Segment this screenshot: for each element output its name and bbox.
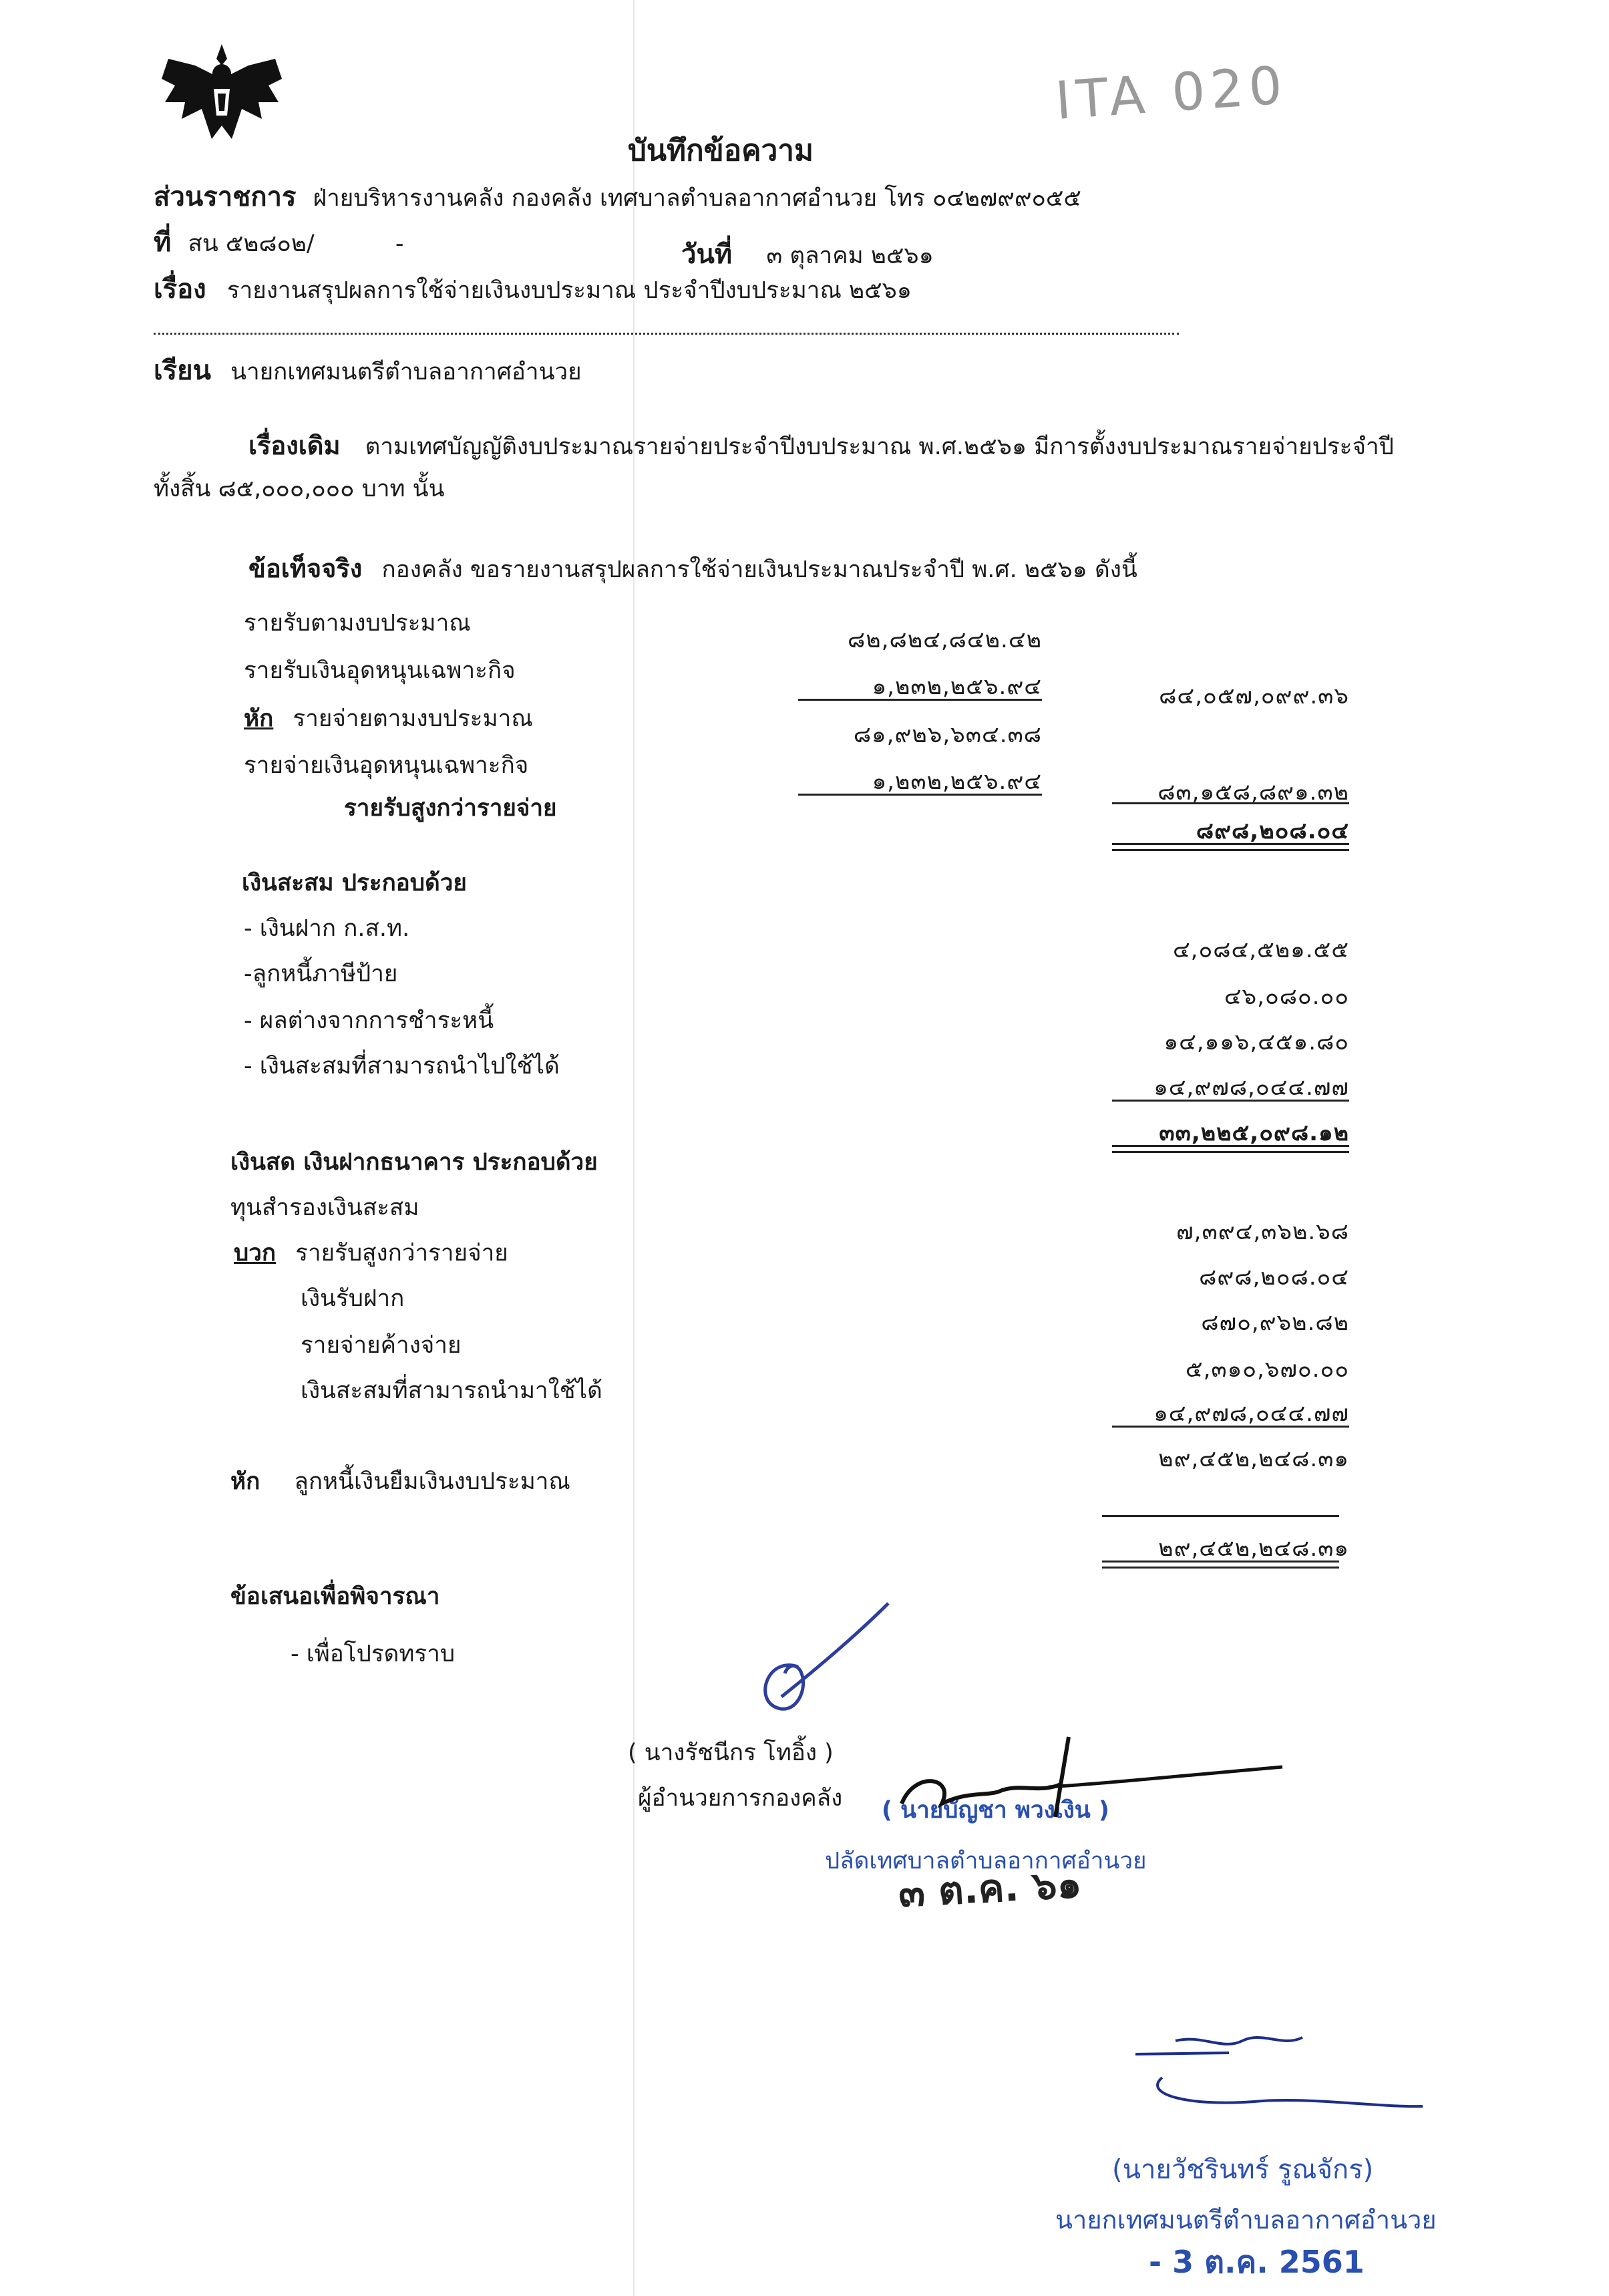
usable-value: ๑๔,๙๗๘,๐๔๔.๗๗ — [1153, 1400, 1349, 1427]
ref-dash: - — [395, 230, 404, 257]
expense-underline — [798, 794, 1042, 796]
signature-3 — [1129, 2014, 1436, 2128]
reserve-item-label: -ลูกหนี้ภาษีป้าย — [244, 961, 398, 987]
handwritten-note: ITA 020 — [1053, 55, 1290, 132]
reserve-item-label: - เงินสะสมที่สามารถนำไปใช้ได้ — [244, 1053, 560, 1080]
loan-label: ลูกหนี้เงินยืมเงินงบประมาณ — [294, 1468, 570, 1495]
page-title: บันทึกข้อความ — [628, 134, 814, 168]
signer2-date: - 3 ต.ค. 2561 — [1149, 2244, 1365, 2280]
signer2-name: (นายวัชรินทร์ รูณจักร) — [1112, 2154, 1374, 2185]
agency-row — [154, 175, 1081, 218]
date-label: วันที่ — [681, 239, 733, 270]
reserve-item-value: ๔,๐๘๔,๕๒๑.๕๕ — [1172, 937, 1349, 963]
stamp-name: ( นายบัญชา พวงเงิน ) — [882, 1797, 1109, 1824]
expense-total-underline — [1112, 802, 1349, 804]
garuda-emblem-icon — [155, 39, 289, 146]
ref-row — [154, 220, 404, 263]
payable-label: รายจ่ายค้างจ่าย — [301, 1332, 462, 1359]
subject-value: รายงานสรุปผลการใช้จ่ายเงินงบประมาณ ประจำปีงบประมาณ ๒๕๖๑ — [226, 277, 912, 304]
surplus-double-underline — [1112, 843, 1349, 851]
expense-total: ๘๓,๑๕๘,๘๙๑.๓๒ — [1157, 779, 1349, 806]
facts-label: ข้อเท็จจริง — [248, 554, 363, 583]
proposal-text: - เพื่อโปรดทราบ — [291, 1641, 456, 1667]
to-value: นายกเทศมนตรีตำบลอากาศอำนวย — [230, 359, 582, 385]
surplus-value: ๘๙๘,๒๐๘.๐๔ — [1196, 818, 1349, 844]
background-row — [248, 425, 1394, 466]
income-budget-value: ๘๒,๘๒๔,๘๔๒.๔๒ — [848, 627, 1042, 653]
plus-label: บวก — [234, 1240, 277, 1267]
cash-surplus-value: ๘๙๘,๒๐๘.๐๔ — [1199, 1264, 1349, 1291]
proposal-heading: ข้อเสนอเพื่อพิจารณา — [230, 1583, 440, 1610]
deposit-label: เงินรับฝาก — [301, 1285, 405, 1312]
income-subsidy-value: ๑,๒๓๒,๒๕๖.๙๔ — [872, 673, 1042, 700]
signer2-position: นายกเทศมนตรีตำบลอากาศอำนวย — [1055, 2205, 1437, 2235]
expense-budget-value: ๘๑,๙๒๖,๖๓๔.๓๘ — [853, 721, 1042, 748]
cash-double-underline — [1102, 1561, 1339, 1569]
income-subsidy-label: รายรับเงินอุดหนุนเฉพาะกิจ — [244, 657, 516, 684]
expense-subsidy-label: รายจ่ายเงินอุดหนุนเฉพาะกิจ — [244, 752, 529, 779]
to-row — [154, 349, 582, 391]
loan-underline — [1102, 1515, 1339, 1517]
facts-text: กองคลัง ขอรายงานสรุปผลการใช้จ่ายเงินประมาณประจำปี พ.ศ. ๒๕๖๑ ดังนี้ — [381, 556, 1137, 583]
subject-label: เรื่อง — [154, 274, 206, 305]
expense-budget-label: รายจ่ายตามงบประมาณ — [293, 705, 533, 732]
usable-label: เงินสะสมที่สามารถนำมาใช้ได้ — [301, 1377, 602, 1404]
income-underline — [798, 699, 1042, 701]
to-label: เรียน — [154, 355, 211, 386]
cash-subtotal: ๒๙,๔๕๒,๒๔๘.๓๑ — [1158, 1446, 1349, 1472]
expense-subsidy-value: ๑,๒๓๒,๒๕๖.๙๔ — [872, 768, 1042, 795]
reserve-fund-label: ทุนสำรองเงินสะสม — [230, 1194, 419, 1221]
payable-value: ๕,๓๑๐,๖๗๐.๐๐ — [1185, 1356, 1349, 1383]
background-label: เรื่องเดิม — [248, 431, 341, 460]
reserve-item-value: ๑๔,๙๗๘,๐๔๔.๗๗ — [1153, 1074, 1349, 1101]
cash-deduct-label: หัก — [230, 1468, 260, 1495]
signer1-position: ผู้อำนวยการกองคลัง — [638, 1785, 843, 1812]
cash-heading: เงินสด เงินฝากธนาคาร ประกอบด้วย — [230, 1149, 598, 1176]
reserve-item-label: - เงินฝาก ก.ส.ท. — [244, 915, 410, 942]
subject-row — [154, 267, 912, 310]
background-line1: ตามเทศบัญญัติงบประมาณรายจ่ายประจำปีงบประมาณ พ.ศ.๒๕๖๑ มีการตั้งงบประมาณรายจ่ายประจำปี — [365, 434, 1394, 460]
cash-surplus-label: รายรับสูงกว่ารายจ่าย — [295, 1240, 508, 1267]
reserves-heading: เงินสะสม ประกอบด้วย — [242, 870, 467, 896]
surplus-label: รายรับสูงกว่ารายจ่าย — [344, 795, 557, 822]
signature-1 — [735, 1597, 908, 1737]
stamp-date: ๓ ต.ค. ๖๑ — [897, 1860, 1083, 1917]
income-total: ๘๔,๐๕๗,๐๙๙.๓๖ — [1159, 683, 1349, 709]
plus-row — [234, 1235, 508, 1271]
deposit-value: ๘๗๐,๙๖๒.๘๒ — [1201, 1309, 1349, 1336]
signature-2 — [888, 1730, 1302, 1837]
stamp-position: ปลัดเทศบาลตำบลอากาศอำนวย — [825, 1848, 1147, 1874]
ref-label: ที่ — [154, 227, 172, 258]
scan-fold-line — [633, 0, 635, 2296]
loan-row — [230, 1463, 570, 1500]
agency-label: ส่วนราชการ — [154, 182, 297, 212]
reserves-underline — [1112, 1100, 1349, 1102]
reserves-total: ๓๓,๒๒๕,๐๙๘.๑๒ — [1159, 1120, 1349, 1146]
background-line2: ทั้งสิ้น ๘๕,๐๐๐,๐๐๐ บาท นั้น — [154, 476, 445, 502]
header-divider — [154, 333, 1179, 335]
deduct-row — [244, 700, 533, 737]
date-value: ๓ ตุลาคม ๒๕๖๑ — [766, 242, 934, 269]
ref-value: สน ๕๒๘๐๒/ — [188, 230, 315, 257]
cash-underline — [1112, 1426, 1349, 1428]
agency-value: ฝ่ายบริหารงานคลัง กองคลัง เทศบาลตำบลอากาศอำนวย โทร ๐๔๒๗๙๙๐๕๕ — [313, 185, 1081, 212]
reserve-item-value: ๑๔,๑๑๖,๔๕๑.๘๐ — [1164, 1029, 1349, 1055]
signer1-name: ( นางรัชนีกร โทอิ้ง ) — [628, 1740, 834, 1766]
reserve-item-label: - ผลต่างจากการชำระหนี้ — [244, 1007, 494, 1034]
reserve-item-value: ๔๖,๐๘๐.๐๐ — [1224, 983, 1349, 1010]
deduct-label: หัก — [244, 705, 274, 732]
income-budget-label: รายรับตามงบประมาณ — [244, 610, 471, 637]
reserve-fund-value: ๗,๓๙๔,๓๖๒.๖๘ — [1176, 1218, 1349, 1245]
reserves-double-underline — [1112, 1145, 1349, 1153]
facts-row — [248, 548, 1137, 589]
cash-total: ๒๙,๔๕๒,๒๔๘.๓๑ — [1158, 1535, 1349, 1562]
